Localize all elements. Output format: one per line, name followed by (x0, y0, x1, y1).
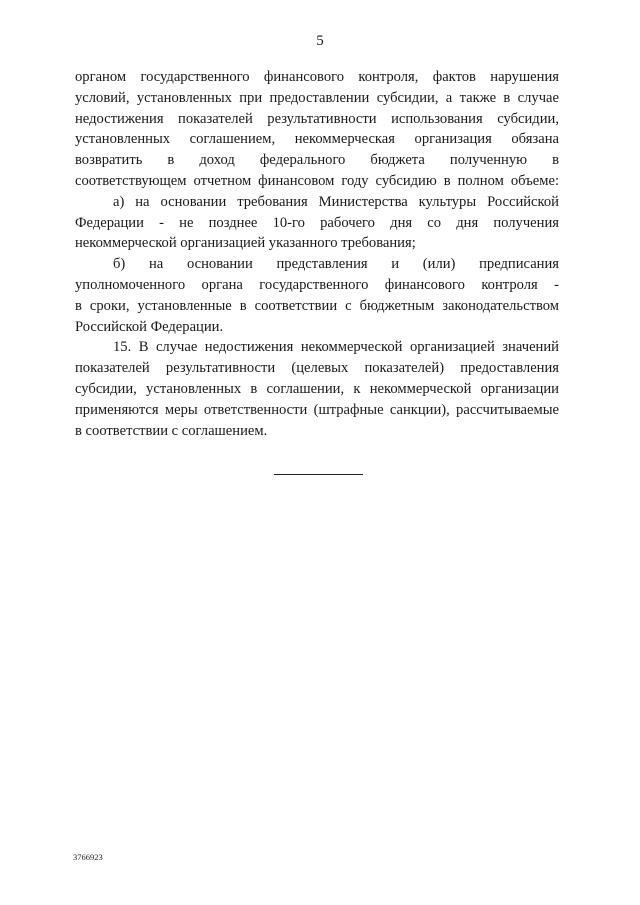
item-a-paragraph (75, 192, 559, 254)
document-body (75, 67, 559, 441)
text-line: Федерации - не позднее 10-го рабочего дня со дня получения (75, 214, 559, 231)
text-line: а) на основании требования Министерства культуры Российской (113, 193, 559, 210)
text-line: в соответствии с соглашением. (75, 422, 268, 439)
text-line: Российской Федерации. (75, 318, 224, 335)
text-line: 15. В случае недостижения некоммерческой организацией значений (113, 339, 559, 356)
end-separator-line (274, 474, 363, 475)
text-line: возвратить в доход федерального бюджета полученную в (75, 152, 559, 169)
paragraph-continuation (75, 67, 559, 192)
text-line: условий, установленных при предоставлении субсидии, а также в случае (75, 89, 559, 106)
text-line: применяются меры ответственности (штрафные санкции), рассчитываемые (75, 401, 559, 418)
text-line: уполномоченного органа государственного финансового контроля - (75, 276, 559, 293)
item-b-paragraph (75, 254, 559, 337)
document-id: 3766923 (73, 852, 103, 862)
text-line: установленных соглашением, некоммерческая организация обязана (75, 131, 559, 148)
text-line: показателей результативности (целевых показателей) предоставления (75, 360, 559, 377)
text-line: б) на основании представления и (или) предписания (113, 256, 559, 273)
text-line: субсидии, установленных в соглашении, к некоммерческой организации (75, 380, 559, 397)
text-line: органом государственного финансового контроля, фактов нарушения (75, 69, 559, 85)
text-line: соответствующем отчетном финансовом году субсидию в полном объеме: (75, 172, 559, 189)
text-line: некоммерческой организацией указанного требования; (75, 235, 416, 252)
text-line: недостижения показателей результативности использования субсидии, (75, 110, 559, 127)
paragraph-15 (75, 337, 559, 441)
page-number: 5 (316, 33, 324, 49)
text-line: в сроки, установленные в соответствии с бюджетным законодательством (75, 297, 559, 314)
